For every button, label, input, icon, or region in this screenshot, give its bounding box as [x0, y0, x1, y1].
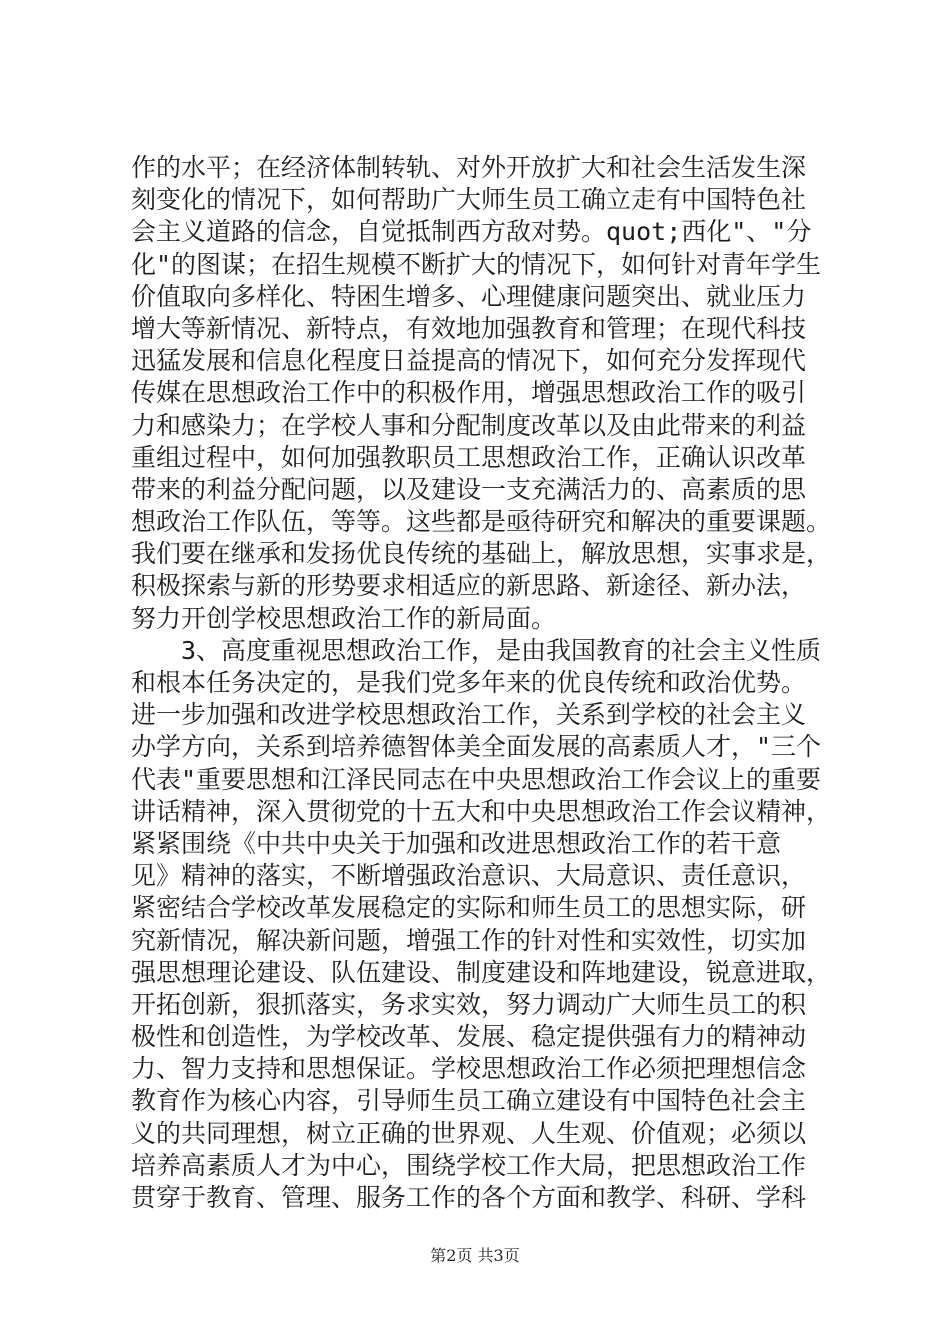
- text-line: 带来的利益分配问题，以及建设一支充满活力的、高素质的思: [131, 474, 807, 504]
- page-footer: [0, 1243, 950, 1266]
- text-line: 教育作为核心内容，引导师生员工确立建设有中国特色社会主: [131, 1086, 807, 1116]
- text-line: 究新情况，解决新问题，增强工作的针对性和实效性，切实加: [131, 925, 807, 955]
- text-line: 和根本任务决定的，是我们党多年来的优良传统和政治优势。: [131, 668, 807, 697]
- text-line: 代表"重要思想和江泽民同志在中央思想政治工作会议上的重要: [131, 764, 822, 794]
- text-line: 紧密结合学校改革发展稳定的实际和师生员工的思想实际，研: [131, 893, 807, 923]
- text-line: 想政治工作队伍，等等。这些都是亟待研究和解决的重要课题。: [131, 507, 832, 537]
- text-line: 紧紧围绕《中共中央关于加强和改进思想政治工作的若干意: [131, 828, 782, 858]
- text-line: 办学方向，关系到培养德智体美全面发展的高素质人才，"三个: [131, 732, 822, 762]
- text-line: 极性和创造性，为学校改革、发展、稳定提供强有力的精神动: [131, 1022, 807, 1052]
- text-line: 传媒在思想政治工作中的积极作用，增强思想政治工作的吸引: [131, 378, 807, 408]
- text-line: 强思想理论建设、队伍建设、制度建设和阵地建设，锐意进取，: [131, 957, 832, 987]
- text-line: 开拓创新，狠抓落实，务求实效，努力调动广大师生员工的积: [131, 989, 807, 1019]
- text-line: 努力开创学校思想政治工作的新局面。: [131, 603, 557, 633]
- body-text: [131, 152, 831, 1214]
- text-line: 会主义道路的信念，自觉抵制西方敌对势。quot;西化"、"分: [131, 217, 812, 247]
- text-line: 进一步加强和改进学校思想政治工作，关系到学校的社会主义: [131, 700, 807, 730]
- text-line: 力、智力支持和思想保证。学校思想政治工作必须把理想信念: [131, 1054, 807, 1084]
- text-line: 重组过程中，如何加强教职员工思想政治工作，正确认识改革: [131, 442, 807, 472]
- text-line: 3、高度重视思想政治工作，是由我国教育的社会主义性质: [131, 635, 822, 665]
- text-line: 刻变化的情况下，如何帮助广大师生员工确立走有中国特色社: [131, 185, 807, 215]
- text-line: 化"的图谋；在招生规模不断扩大的情况下，如何针对青年学生: [131, 249, 822, 279]
- page-number-label: 第2页 共3页: [430, 1246, 520, 1265]
- text-line: 力和感染力；在学校人事和分配制度改革以及由此带来的利益: [131, 410, 807, 440]
- text-line: 作的水平；在经济体制转轨、对外开放扩大和社会生活发生深: [131, 153, 807, 182]
- text-line: 贯穿于教育、管理、服务工作的各个方面和教学、科研、学科: [131, 1183, 807, 1212]
- text-line: 义的共同理想，树立正确的世界观、人生观、价值观；必须以: [131, 1118, 807, 1148]
- text-line: 积极探索与新的形势要求相适应的新思路、新途径、新办法，: [131, 571, 807, 601]
- text-line: 增大等新情况、新特点，有效地加强教育和管理；在现代科技: [131, 313, 807, 343]
- text-line: 价值取向多样化、特困生增多、心理健康问题突出、就业压力: [131, 281, 807, 311]
- text-line: 讲话精神，深入贯彻党的十五大和中央思想政治工作会议精神，: [131, 796, 832, 826]
- text-line: 我们要在继承和发扬优良传统的基础上，解放思想，实事求是，: [131, 539, 832, 569]
- text-line: 迅猛发展和信息化程度日益提高的情况下，如何充分发挥现代: [131, 346, 807, 376]
- text-line: 见》精神的落实，不断增强政治意识、大局意识、责任意识，: [131, 861, 807, 891]
- text-line: 培养高素质人才为中心，围绕学校工作大局，把思想政治工作: [131, 1150, 807, 1180]
